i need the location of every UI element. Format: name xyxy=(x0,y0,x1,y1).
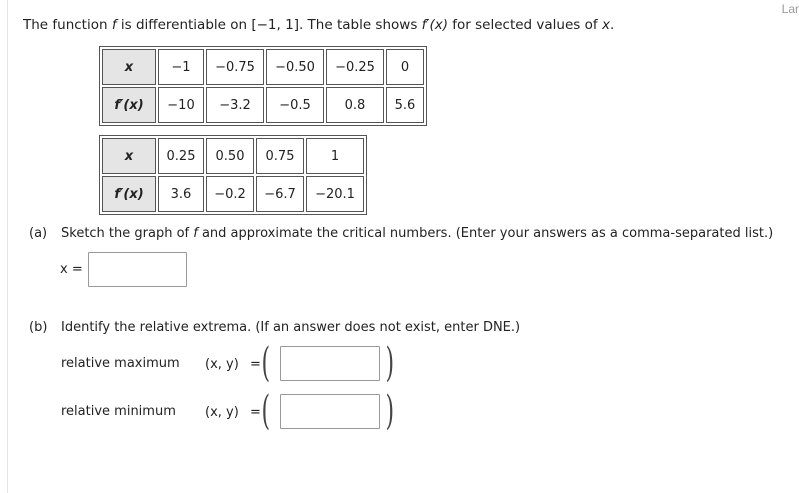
part-b-text: Identify the relative extrema. (If an answer does not exist, enter DNE.) xyxy=(61,320,521,335)
max-close-paren: ) xyxy=(385,340,395,386)
table2-fprime-header: f′(x) xyxy=(102,176,156,212)
derivative-table-1 xyxy=(99,46,427,126)
table2-fprime-cell: −0.2 xyxy=(206,176,254,212)
question-prompt xyxy=(23,17,614,33)
max-equals: = xyxy=(250,357,261,372)
prompt-period: . xyxy=(609,17,615,33)
part-a-text-1: Sketch the graph of xyxy=(61,226,194,241)
part-b-question xyxy=(29,320,520,335)
min-close-paren: ) xyxy=(385,388,395,434)
table1-fprime-cell: −0.5 xyxy=(266,87,324,123)
table2-x-cell: 0.50 xyxy=(206,138,254,174)
prompt-text-1: The function xyxy=(23,17,112,33)
corner-label: Lar xyxy=(781,2,799,16)
table1-x-cell: 0 xyxy=(386,49,424,85)
derivative-table-2 xyxy=(99,135,367,215)
relative-minimum-label: relative minimum xyxy=(61,404,176,419)
prompt-x: x xyxy=(601,17,610,33)
min-open-paren: ( xyxy=(261,388,271,434)
prompt-text-2: is differentiable on [−1, 1]. The table shows xyxy=(116,17,422,33)
table1-x-row xyxy=(102,49,424,85)
table1-x-cell: −0.25 xyxy=(326,49,384,85)
table2-x-header: x xyxy=(102,138,156,174)
table1-fprime-cell: −3.2 xyxy=(206,87,264,123)
left-border xyxy=(7,0,8,493)
critical-numbers-input[interactable] xyxy=(88,252,187,287)
table1-fprime-cell: 0.8 xyxy=(326,87,384,123)
table2-x-cell: 0.75 xyxy=(256,138,304,174)
prompt-f: f xyxy=(111,17,117,33)
table1-fprime-row xyxy=(102,87,424,123)
table1-fprime-header: f′(x) xyxy=(102,87,156,123)
part-a-f: f xyxy=(193,226,198,241)
table1-x-cell: −0.75 xyxy=(206,49,264,85)
min-xy-label: (x, y) xyxy=(205,405,239,420)
prompt-fprime: f′(x) xyxy=(421,17,448,33)
relative-maximum-input[interactable] xyxy=(280,346,380,381)
table1-fprime-cell: −10 xyxy=(158,87,204,123)
table2-x-row xyxy=(102,138,364,174)
part-b-label: (b) xyxy=(29,320,48,335)
relative-minimum-input[interactable] xyxy=(280,394,380,429)
table2-fprime-cell: −6.7 xyxy=(256,176,304,212)
prompt-text-3: for selected values of xyxy=(448,17,602,33)
part-a-question xyxy=(29,226,773,241)
min-equals: = xyxy=(250,405,261,420)
table2-fprime-row xyxy=(102,176,364,212)
max-xy-label: (x, y) xyxy=(205,357,239,372)
table2-fprime-cell: −20.1 xyxy=(306,176,364,212)
table1-x-header: x xyxy=(102,49,156,85)
relative-maximum-label: relative maximum xyxy=(61,356,180,371)
part-a-label: (a) xyxy=(29,226,48,241)
max-open-paren: ( xyxy=(261,340,271,386)
critical-numbers-label: x = xyxy=(60,262,83,277)
table2-fprime-cell: 3.6 xyxy=(158,176,204,212)
table1-x-cell: −1 xyxy=(158,49,204,85)
part-a-text-2: and approximate the critical numbers. (Enter your answers as a comma-separated list.) xyxy=(197,226,774,241)
table2-x-cell: 0.25 xyxy=(158,138,204,174)
table1-x-cell: −0.50 xyxy=(266,49,324,85)
table1-fprime-cell: 5.6 xyxy=(386,87,424,123)
table2-x-cell: 1 xyxy=(306,138,364,174)
